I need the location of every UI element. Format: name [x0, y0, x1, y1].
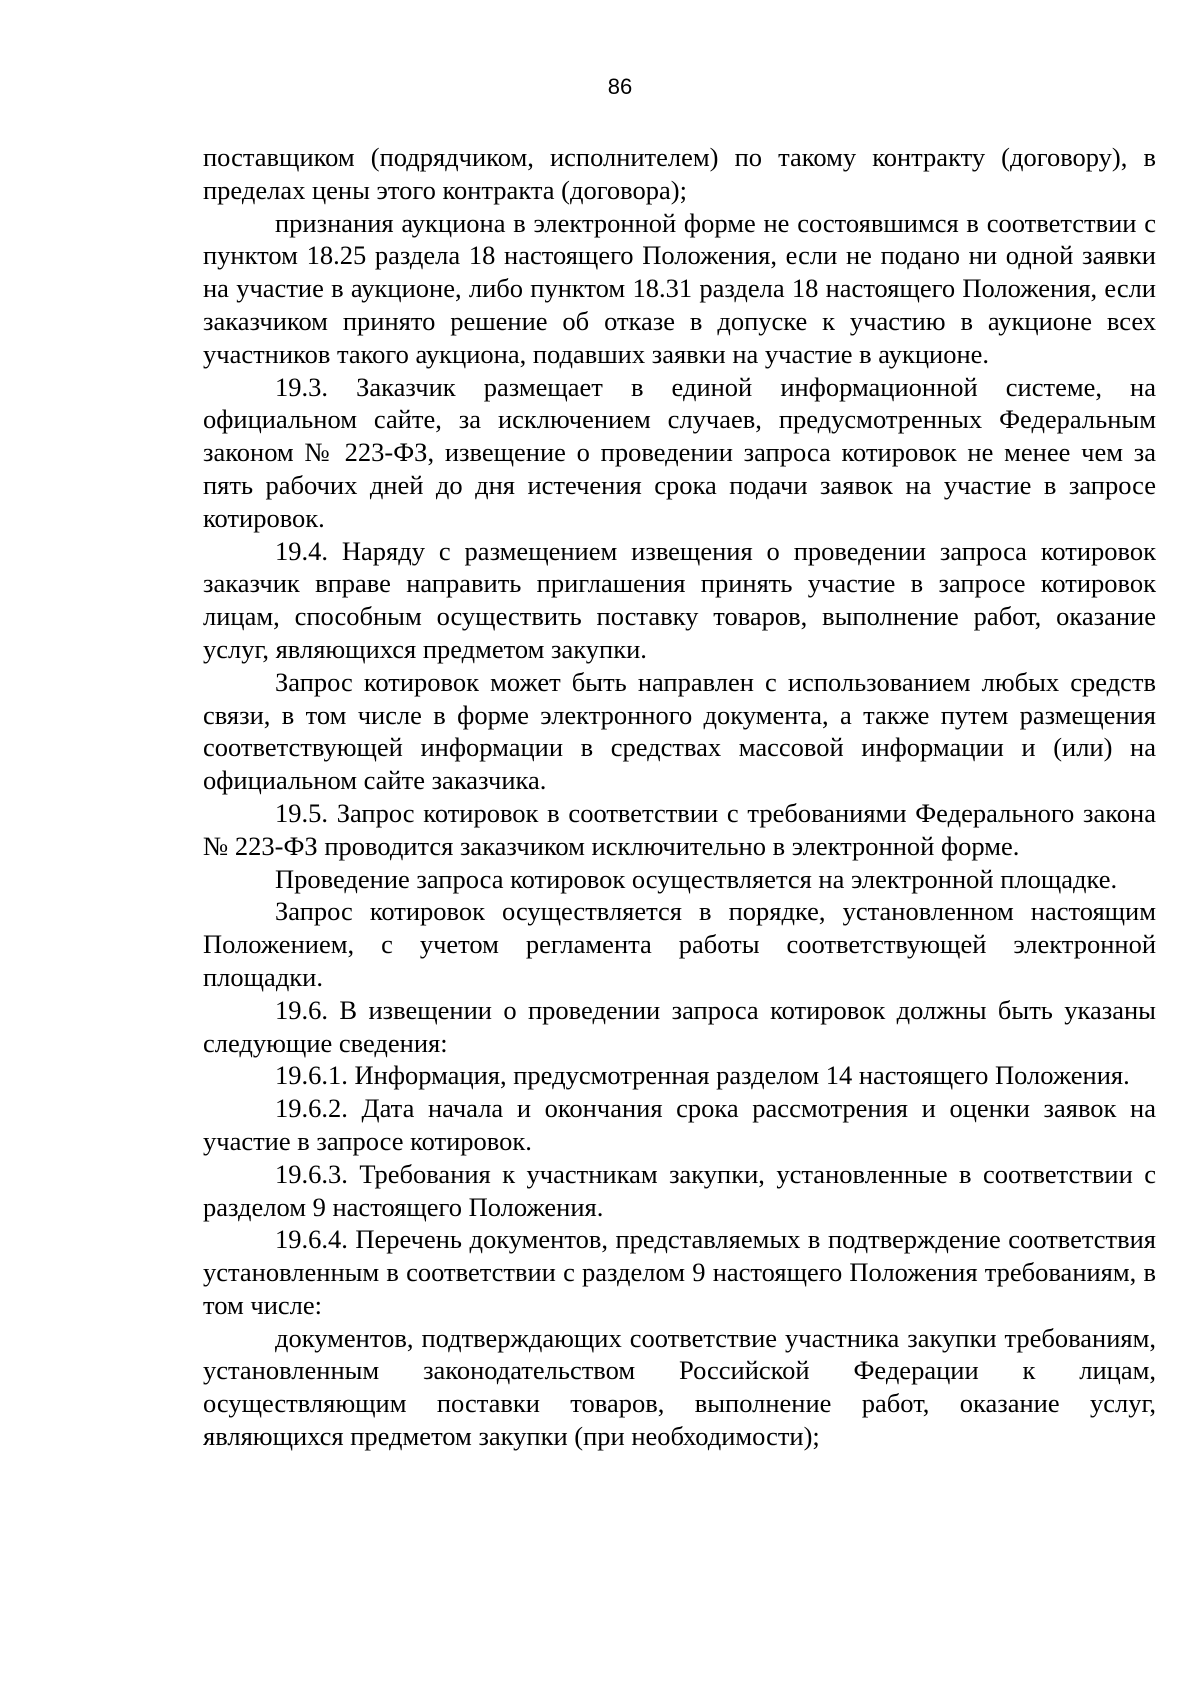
paragraph: 19.6.3. Требования к участникам закупки, установленные в соответствии с разделом 9 настоящего Положения. — [203, 1158, 1156, 1222]
document-body — [203, 141, 1156, 1453]
paragraph: Запрос котировок может быть направлен с использованием любых средств связи, в том числе в форме электронного документа, а также путем размещения соответствующей информации в средствах массовой информации и (или) на официальном сайте заказчика. — [203, 666, 1156, 796]
paragraph: документов, подтверждающих соответствие участника закупки требованиям, установленным законодательством Российской Федерации к лицам, осуществляющим поставки товаров, выполнение работ, оказание услуг, являющихся предметом закупки (при необходимости); — [203, 1322, 1156, 1452]
paragraph: 19.6.4. Перечень документов, представляемых в подтверждение соответствия установленным в соответствии с разделом 9 настоящего Положения требованиям, в том числе: — [203, 1224, 1156, 1320]
paragraph: 19.6. В извещении о проведении запроса котировок должны быть указаны следующие сведения: — [203, 994, 1156, 1058]
paragraph: Запрос котировок осуществляется в порядке, установленном настоящим Положением, с учетом регламента работы соответствующей электронной площадки. — [203, 896, 1156, 992]
paragraph: 19.5. Запрос котировок в соответствии с требованиями Федерального закона № 223-ФЗ проводится заказчиком исключительно в электронной форме. — [203, 797, 1156, 861]
paragraph: признания аукциона в электронной форме не состоявшимся в соответствии с пунктом 18.25 раздела 18 настоящего Положения, если не подано ни одной заявки на участие в аукционе, либо пунктом 18.31 раздела 18 настоящего Положения, если заказчиком принято решение об отказе в допуске к участию в аукционе всех участников такого аукциона, подавших заявки на участие в аукционе. — [203, 207, 1156, 369]
paragraph: 19.4. Наряду с размещением извещения о проведении запроса котировок заказчик вправе направить приглашения принять участие в запросе котировок лицам, способным осуществить поставку товаров, выполнение работ, оказание услуг, являющихся предметом закупки. — [203, 535, 1156, 664]
paragraph: 19.6.2. Дата начала и окончания срока рассмотрения и оценки заявок на участие в запросе котировок. — [203, 1093, 1156, 1156]
paragraph: Проведение запроса котировок осуществляется на электронной площадке. — [275, 863, 1118, 894]
paragraph: 19.6.1. Информация, предусмотренная разделом 14 настоящего Положения. — [275, 1060, 1130, 1091]
paragraph: 19.3. Заказчик размещает в единой информационной системе, на официальном сайте, за исключением случаев, предусмотренных Федеральным законом № 223-ФЗ, извещение о проведении запроса котировок не менее чем за пять рабочих дней до дня истечения срока подачи заявок на участие в запросе котировок. — [203, 371, 1156, 533]
paragraph: поставщиком (подрядчиком, исполнителем) по такому контракту (договору), в пределах цены этого контракта (договора); — [203, 142, 1156, 205]
page-number: 86 — [607, 74, 633, 99]
